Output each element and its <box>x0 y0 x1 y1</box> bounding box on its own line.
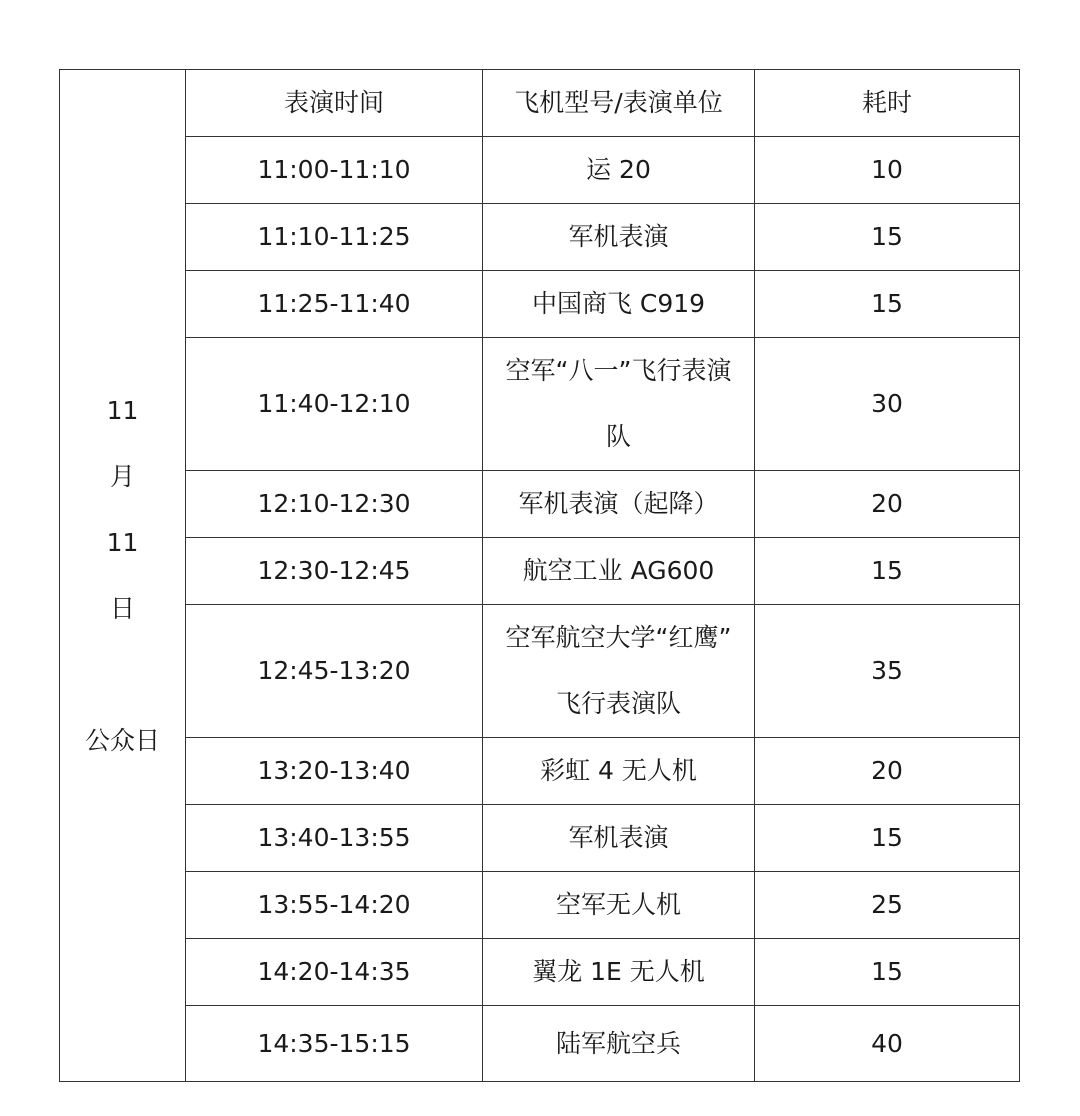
table-row <box>60 204 1020 271</box>
table-row <box>60 939 1020 1006</box>
table-row <box>60 1006 1020 1082</box>
unit-line-2: 队 <box>605 422 631 451</box>
duration-cell: 10 <box>755 137 1020 204</box>
duration-cell: 40 <box>755 1006 1020 1082</box>
time-cell: 13:40-13:55 <box>186 805 483 872</box>
time-cell: 12:10-12:30 <box>186 471 483 538</box>
header-row <box>60 70 1020 137</box>
unit-cell: 军机表演（起降） <box>483 471 755 538</box>
unit-cell: 军机表演 <box>483 805 755 872</box>
schedule-table <box>59 69 1020 1082</box>
time-cell: 11:10-11:25 <box>186 204 483 271</box>
table-row <box>60 471 1020 538</box>
duration-cell: 15 <box>755 271 1020 338</box>
date-event-label: 公众日 <box>84 725 160 755</box>
table-row <box>60 605 1020 738</box>
table-row <box>60 872 1020 939</box>
duration-cell: 15 <box>755 538 1020 605</box>
time-cell: 12:45-13:20 <box>186 605 483 738</box>
header-duration: 耗时 <box>755 70 1020 137</box>
unit-cell: 航空工业 AG600 <box>483 538 755 605</box>
duration-cell: 25 <box>755 872 1020 939</box>
unit-cell: 运 20 <box>483 137 755 204</box>
table-row <box>60 805 1020 872</box>
time-cell: 11:00-11:10 <box>186 137 483 204</box>
date-spacer <box>60 642 185 708</box>
unit-cell <box>483 605 755 738</box>
table-row <box>60 538 1020 605</box>
unit-cell: 陆军航空兵 <box>483 1006 755 1082</box>
header-time: 表演时间 <box>186 70 483 137</box>
unit-cell: 空军无人机 <box>483 872 755 939</box>
time-cell: 13:55-14:20 <box>186 872 483 939</box>
table-row <box>60 137 1020 204</box>
unit-line-2: 飞行表演队 <box>555 689 681 718</box>
duration-cell: 20 <box>755 471 1020 538</box>
unit-cell <box>483 338 755 471</box>
duration-cell: 30 <box>755 338 1020 471</box>
unit-cell: 翼龙 1E 无人机 <box>483 939 755 1006</box>
table-row <box>60 271 1020 338</box>
unit-cell: 彩虹 4 无人机 <box>483 738 755 805</box>
duration-cell: 15 <box>755 204 1020 271</box>
time-cell: 11:40-12:10 <box>186 338 483 471</box>
date-month-char: 月 <box>109 461 135 491</box>
header-unit: 飞机型号/表演单位 <box>483 70 755 137</box>
table-row <box>60 738 1020 805</box>
unit-cell: 军机表演 <box>483 204 755 271</box>
date-day-number: 11 <box>106 395 139 425</box>
time-cell: 12:30-12:45 <box>186 538 483 605</box>
duration-cell: 35 <box>755 605 1020 738</box>
unit-line-1: 空军航空大学“红鹰” <box>505 623 732 652</box>
date-day-char: 日 <box>109 593 135 623</box>
duration-cell: 20 <box>755 738 1020 805</box>
duration-cell: 15 <box>755 939 1020 1006</box>
time-cell: 13:20-13:40 <box>186 738 483 805</box>
time-cell: 11:25-11:40 <box>186 271 483 338</box>
table-row <box>60 338 1020 471</box>
date-date-number: 11 <box>106 527 139 557</box>
time-cell: 14:20-14:35 <box>186 939 483 1006</box>
unit-line-1: 空军“八一”飞行表演 <box>505 356 732 385</box>
duration-cell: 15 <box>755 805 1020 872</box>
date-cell <box>60 70 186 1082</box>
time-cell: 14:35-15:15 <box>186 1006 483 1082</box>
unit-cell: 中国商飞 C919 <box>483 271 755 338</box>
